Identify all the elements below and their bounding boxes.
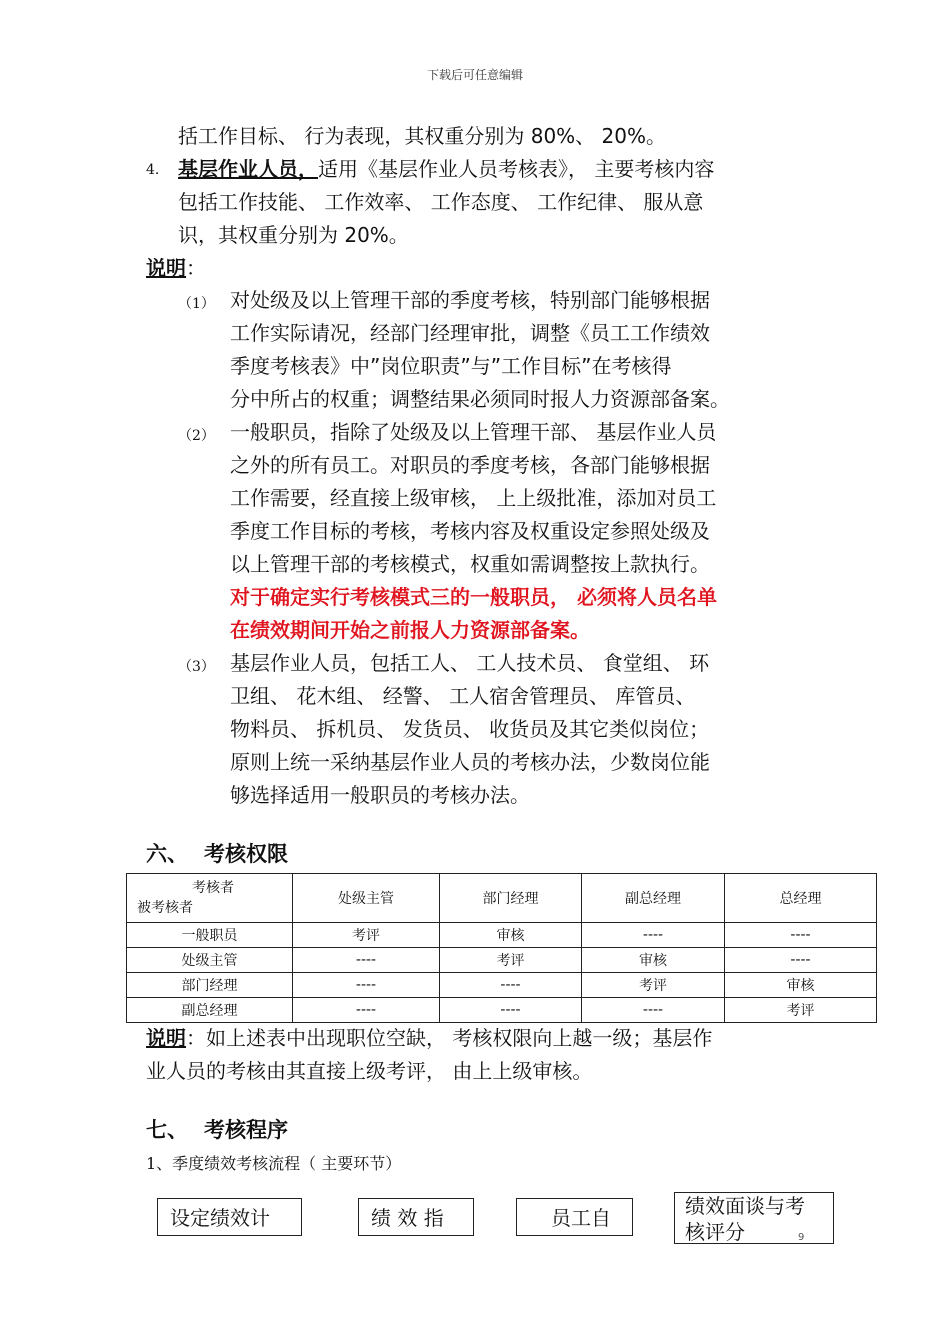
flow-box-interview-line1: 绩效面谈与考: [685, 1194, 805, 1218]
section-7-title: 考核程序: [204, 1118, 288, 1142]
note-1-line: 对处级及以上管理干部的季度考核，特别部门能够根据: [230, 288, 710, 312]
section-7-heading: [146, 1114, 288, 1144]
table-column-header: 副总经理: [582, 874, 725, 923]
flow-title-text: 1、季度绩效考核流程（ 主要环节）: [146, 1154, 402, 1173]
table-cell: ----: [440, 973, 582, 998]
section-6-number: 六、: [146, 842, 188, 866]
table-cell: ----: [582, 998, 725, 1023]
table-note-label: 说明: [146, 1026, 186, 1050]
table-cell: 考评: [725, 998, 877, 1023]
table-header-row: [127, 874, 877, 923]
note-1-number: （1）: [178, 296, 215, 312]
table-column-header: 部门经理: [440, 874, 582, 923]
note-3-line: 物料员、 拆机员、 发货员、 收货员及其它类似岗位；: [230, 717, 710, 741]
table-row: [127, 998, 877, 1023]
item-4-title: 基层作业人员，: [178, 157, 318, 181]
table-corner-cell: [127, 874, 293, 923]
flow-box-interview-line2: 核评分: [685, 1220, 745, 1244]
table-corner-evaluated: 被考核者: [137, 900, 193, 916]
note-2-line: 工作需要，经直接上级审核， 上上级批准，添加对员工: [230, 486, 717, 510]
note-2-line: 以上管理干部的考核模式，权重如需调整按上款执行。: [230, 552, 710, 576]
table-cell: 考评: [582, 973, 725, 998]
note-1-line: 工作实际请况，经部门经理审批，调整《员工工作绩效: [230, 321, 710, 345]
item-4-number: 4.: [146, 162, 160, 178]
note-3-line: 卫组、 花木组、 经警、 工人宿舍管理员、 库管员、: [230, 684, 696, 708]
table-cell: ----: [440, 998, 582, 1023]
table-row-label: 处级主管: [127, 948, 293, 973]
authority-table: [126, 873, 877, 1023]
note-heading: [146, 252, 206, 284]
item-4-line1-text: 适用《基层作业人员考核表》， 主要考核内容: [318, 157, 715, 181]
page-number: 9: [798, 1232, 805, 1243]
note-2-red-line: 对于确定实行考核模式三的一般职员， 必须将人员名单: [230, 585, 717, 609]
table-cell: 考评: [293, 923, 440, 948]
table-cell: 审核: [582, 948, 725, 973]
table-row-label: 部门经理: [127, 973, 293, 998]
table-row: [127, 923, 877, 948]
table-cell: ----: [293, 998, 440, 1023]
table-row: [127, 973, 877, 998]
flow-box-interview: [674, 1192, 834, 1244]
section-7-number: 七、: [146, 1118, 188, 1142]
note-1-line: 季度考核表》中”岗位职责”与”工作目标”在考核得: [230, 354, 672, 378]
flow-box-indicator: 绩 效 指: [358, 1198, 474, 1236]
note-2-line: 季度工作目标的考核，考核内容及权重设定参照处级及: [230, 519, 710, 543]
table-row: [127, 948, 877, 973]
table-row-label: 一般职员: [127, 923, 293, 948]
note-2-line: 之外的所有员工。对职员的季度考核，各部门能够根据: [230, 453, 710, 477]
table-cell: 考评: [440, 948, 582, 973]
table-column-header: 处级主管: [293, 874, 440, 923]
table-cell: 审核: [440, 923, 582, 948]
table-cell: ----: [725, 948, 877, 973]
table-corner-evaluator: 考核者: [192, 880, 234, 896]
table-cell: 审核: [725, 973, 877, 998]
note-3-line: 基层作业人员，包括工人、 工人技术员、 食堂组、 环: [230, 651, 710, 675]
section-6-heading: [146, 838, 288, 868]
page-header: 下载后可任意编辑: [426, 68, 523, 82]
flow-box-plan: 设定绩效计: [157, 1198, 302, 1236]
paragraph-continuation: 括工作目标、 行为表现，其权重分别为 80%、 20%。: [178, 124, 666, 148]
note-colon: ：: [186, 256, 206, 280]
note-2-line: 一般职员，指除了处级及以上管理干部、 基层作业人员: [230, 420, 717, 444]
table-cell: ----: [582, 923, 725, 948]
table-note-line1: [146, 1022, 712, 1054]
note-2-number: （2）: [178, 428, 215, 444]
note-label: 说明: [146, 256, 186, 280]
item-4-line3: 识，其权重分别为 20%。: [178, 223, 409, 247]
table-cell: ----: [725, 923, 877, 948]
note-3-line: 够选择适用一般职员的考核办法。: [230, 783, 530, 807]
note-2-red-line: 在绩效期间开始之前报人力资源部备案。: [230, 618, 590, 642]
flow-box-self-eval: 员工自: [516, 1198, 633, 1236]
flow-title: [146, 1146, 401, 1180]
table-note-line2: 业人员的考核由其直接上级考评， 由上上级审核。: [146, 1059, 593, 1083]
table-column-header: 总经理: [725, 874, 877, 923]
note-1-line: 分中所占的权重；调整结果必须同时报人力资源部备案。: [230, 387, 730, 411]
table-cell: ----: [293, 973, 440, 998]
table-cell: ----: [293, 948, 440, 973]
table-row-label: 副总经理: [127, 998, 293, 1023]
note-3-number: （3）: [178, 659, 215, 675]
item-4-line1: [178, 153, 714, 185]
item-4-line2: 包括工作技能、 工作效率、 工作态度、 工作纪律、 服从意: [178, 190, 704, 214]
section-6-title: 考核权限: [204, 842, 288, 866]
note-3-line: 原则上统一采纳基层作业人员的考核办法，少数岗位能: [230, 750, 710, 774]
table-note-text: ：如上述表中出现职位空缺， 考核权限向上越一级；基层作: [186, 1026, 713, 1050]
